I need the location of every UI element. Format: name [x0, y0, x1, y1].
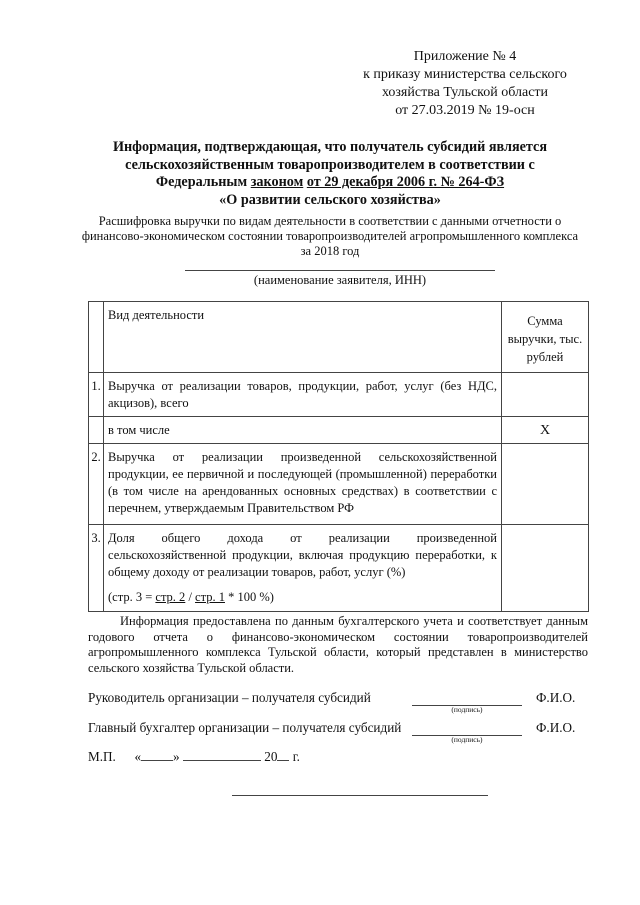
- head-fio: Ф.И.О.: [536, 690, 576, 705]
- applicant-name-line: [185, 270, 495, 271]
- table-header-row: [89, 302, 589, 373]
- row-1-link[interactable]: стр. 1: [195, 590, 225, 604]
- day-field[interactable]: [141, 748, 173, 761]
- head-signature-label: Руководитель организации – получателя субсидий: [88, 690, 371, 705]
- table-row: [89, 373, 589, 417]
- stamp-label: М.П.: [88, 749, 116, 764]
- title-line-3: [60, 174, 600, 192]
- table-row: [89, 525, 589, 612]
- row-num: [89, 417, 104, 444]
- row-text: Выручка от реализации произведенной сельскохозяйственной продукции, ее первичной и последующей (промышленной) переработки (в том числе на арендованных основных средствах) в соответствии с перечнем, утверждаемым Правительством РФ: [104, 444, 502, 525]
- bottom-divider-line: [232, 795, 488, 796]
- applicant-caption: (наименование заявителя, ИНН): [253, 273, 427, 287]
- title-prefix: Федеральным: [155, 174, 251, 190]
- law-date-link[interactable]: от 29 декабря 2006 г. № 264-ФЗ: [306, 174, 505, 190]
- law-link[interactable]: законом: [250, 174, 304, 190]
- stamp-date-row: М.П. « » 20 г.: [88, 749, 300, 764]
- appendix-line-4: от 27.03.2019 № 19-осн: [395, 103, 535, 118]
- table-row: [89, 444, 589, 525]
- accountant-fio: Ф.И.О.: [536, 720, 576, 735]
- row-text-block: [104, 525, 502, 612]
- appendix-block: [340, 48, 590, 120]
- appendix-line-1: Приложение № 4: [413, 49, 517, 64]
- title-line-4: «О развитии сельского хозяйства»: [219, 191, 441, 208]
- appendix-line-3: хозяйства Тульской области: [381, 85, 549, 100]
- row-num: 3.: [89, 525, 104, 612]
- row-sum[interactable]: [502, 444, 589, 525]
- title-line-2: сельскохозяйственным товаропроизводителем в соответствии с: [125, 156, 535, 173]
- head-signature-caption: (подпись): [451, 705, 483, 714]
- row-num: 2.: [89, 444, 104, 525]
- row-sum[interactable]: [502, 373, 589, 417]
- row-2-link[interactable]: стр. 2: [155, 590, 186, 604]
- row-text: Доля общего дохода от реализации произведенной сельскохозяйственной продукции, включая продукцию переработки, к общему доходу от реализации товаров, работ, услуг (%): [108, 531, 497, 579]
- row-text: Выручка от реализации товаров, продукции, работ, услуг (без НДС, акцизов), всего: [104, 373, 502, 417]
- accountant-signature-caption: (подпись): [451, 735, 483, 744]
- subtitle: Расшифровка выручки по видам деятельности в соответствии с данными отчетности о финансово-экономическом состоянии товаропроизводителей агропромышленного комплекса за 2018 год: [81, 214, 579, 258]
- row-num: 1.: [89, 373, 104, 417]
- header-num-cell: [89, 302, 104, 373]
- appendix-line-2: к приказу министерства сельского: [363, 67, 567, 82]
- row-sum[interactable]: [502, 525, 589, 612]
- header-activity: Вид деятельности: [104, 302, 502, 373]
- accountant-signature-label: Главный бухгалтер организации – получателя субсидий: [88, 720, 402, 735]
- title-line-1: Информация, подтверждающая, что получатель субсидий является: [112, 139, 548, 155]
- row-formula: (стр. 3 = стр. 2 / стр. 1 * 100 %): [108, 590, 274, 604]
- document-title: [60, 139, 600, 209]
- info-paragraph: Информация предоставлена по данным бухгалтерского учета и соответствует данным годового отчета о финансово-экономическом состоянии товаропроизводителей агропромышленного комплекса Тульской области, который представлен в министерство сельского хозяйства Тульской области.: [88, 614, 588, 675]
- year-field[interactable]: [277, 748, 289, 761]
- row-sum: X: [502, 417, 589, 444]
- table-row: [89, 417, 589, 444]
- header-sum: Сумма выручки, тыс. рублей: [502, 302, 589, 373]
- month-field[interactable]: [183, 748, 261, 761]
- revenue-table: [88, 301, 589, 612]
- row-text: в том числе: [104, 417, 502, 444]
